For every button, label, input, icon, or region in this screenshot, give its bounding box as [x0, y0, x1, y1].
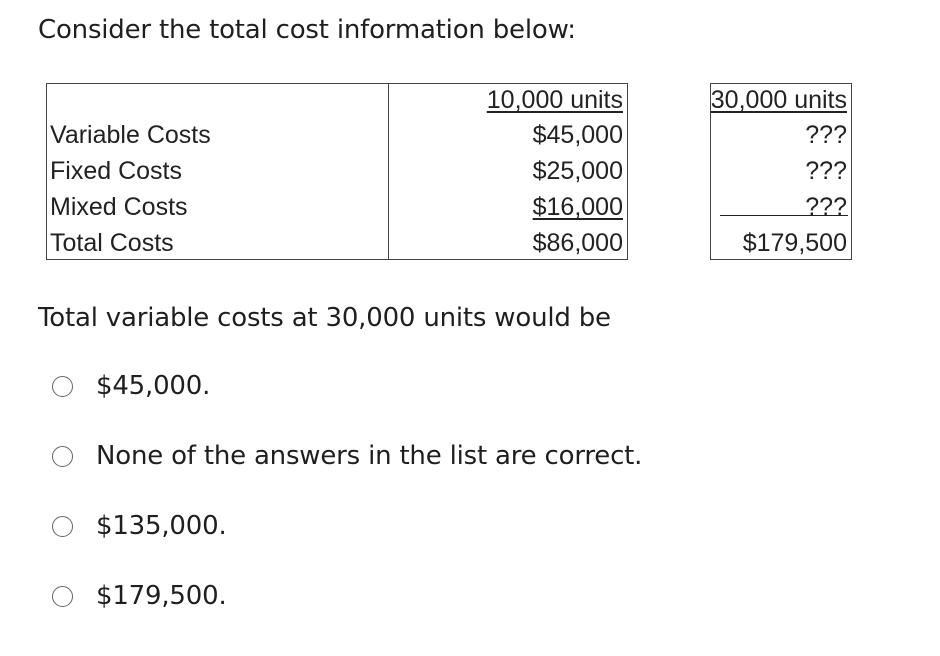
- radio-button[interactable]: [52, 516, 73, 537]
- option-3[interactable]: [52, 506, 227, 546]
- option-label: $179,500.: [96, 581, 227, 611]
- value-variable-10000: $45,000: [532, 121, 623, 149]
- value-mixed-30000: ???: [805, 193, 847, 221]
- row-label-mixed-costs: Mixed Costs: [50, 193, 188, 221]
- option-label: $45,000.: [96, 371, 211, 401]
- value-fixed-30000: ???: [805, 157, 847, 185]
- option-label: $135,000.: [96, 511, 227, 541]
- value-fixed-10000: $25,000: [532, 157, 623, 185]
- row-label-variable-costs: Variable Costs: [50, 121, 211, 149]
- option-2[interactable]: [52, 436, 642, 476]
- question-text: Total variable costs at 30,000 units would be: [38, 303, 611, 333]
- value-variable-30000: ???: [805, 121, 847, 149]
- option-4[interactable]: [52, 576, 227, 616]
- header-10000-units: 10,000 units: [486, 86, 623, 114]
- label-column: [46, 83, 389, 260]
- row-label-total-costs: Total Costs: [50, 229, 174, 257]
- header-30000-units: 30,000 units: [710, 86, 847, 114]
- value-total-30000: $179,500: [742, 229, 847, 257]
- column-30000-units: [710, 83, 852, 260]
- option-1[interactable]: [52, 366, 210, 406]
- intro-text: Consider the total cost information below:: [38, 15, 576, 45]
- radio-button[interactable]: [52, 586, 73, 607]
- value-total-10000: $86,000: [532, 229, 623, 257]
- sum-underline: [720, 215, 848, 216]
- row-label-fixed-costs: Fixed Costs: [50, 157, 182, 185]
- column-10000-units: [389, 83, 628, 260]
- value-mixed-10000: $16,000: [532, 193, 623, 221]
- radio-button[interactable]: [52, 446, 73, 467]
- radio-button[interactable]: [52, 376, 73, 397]
- cost-table: [46, 83, 852, 260]
- option-label: None of the answers in the list are correct.: [96, 441, 643, 471]
